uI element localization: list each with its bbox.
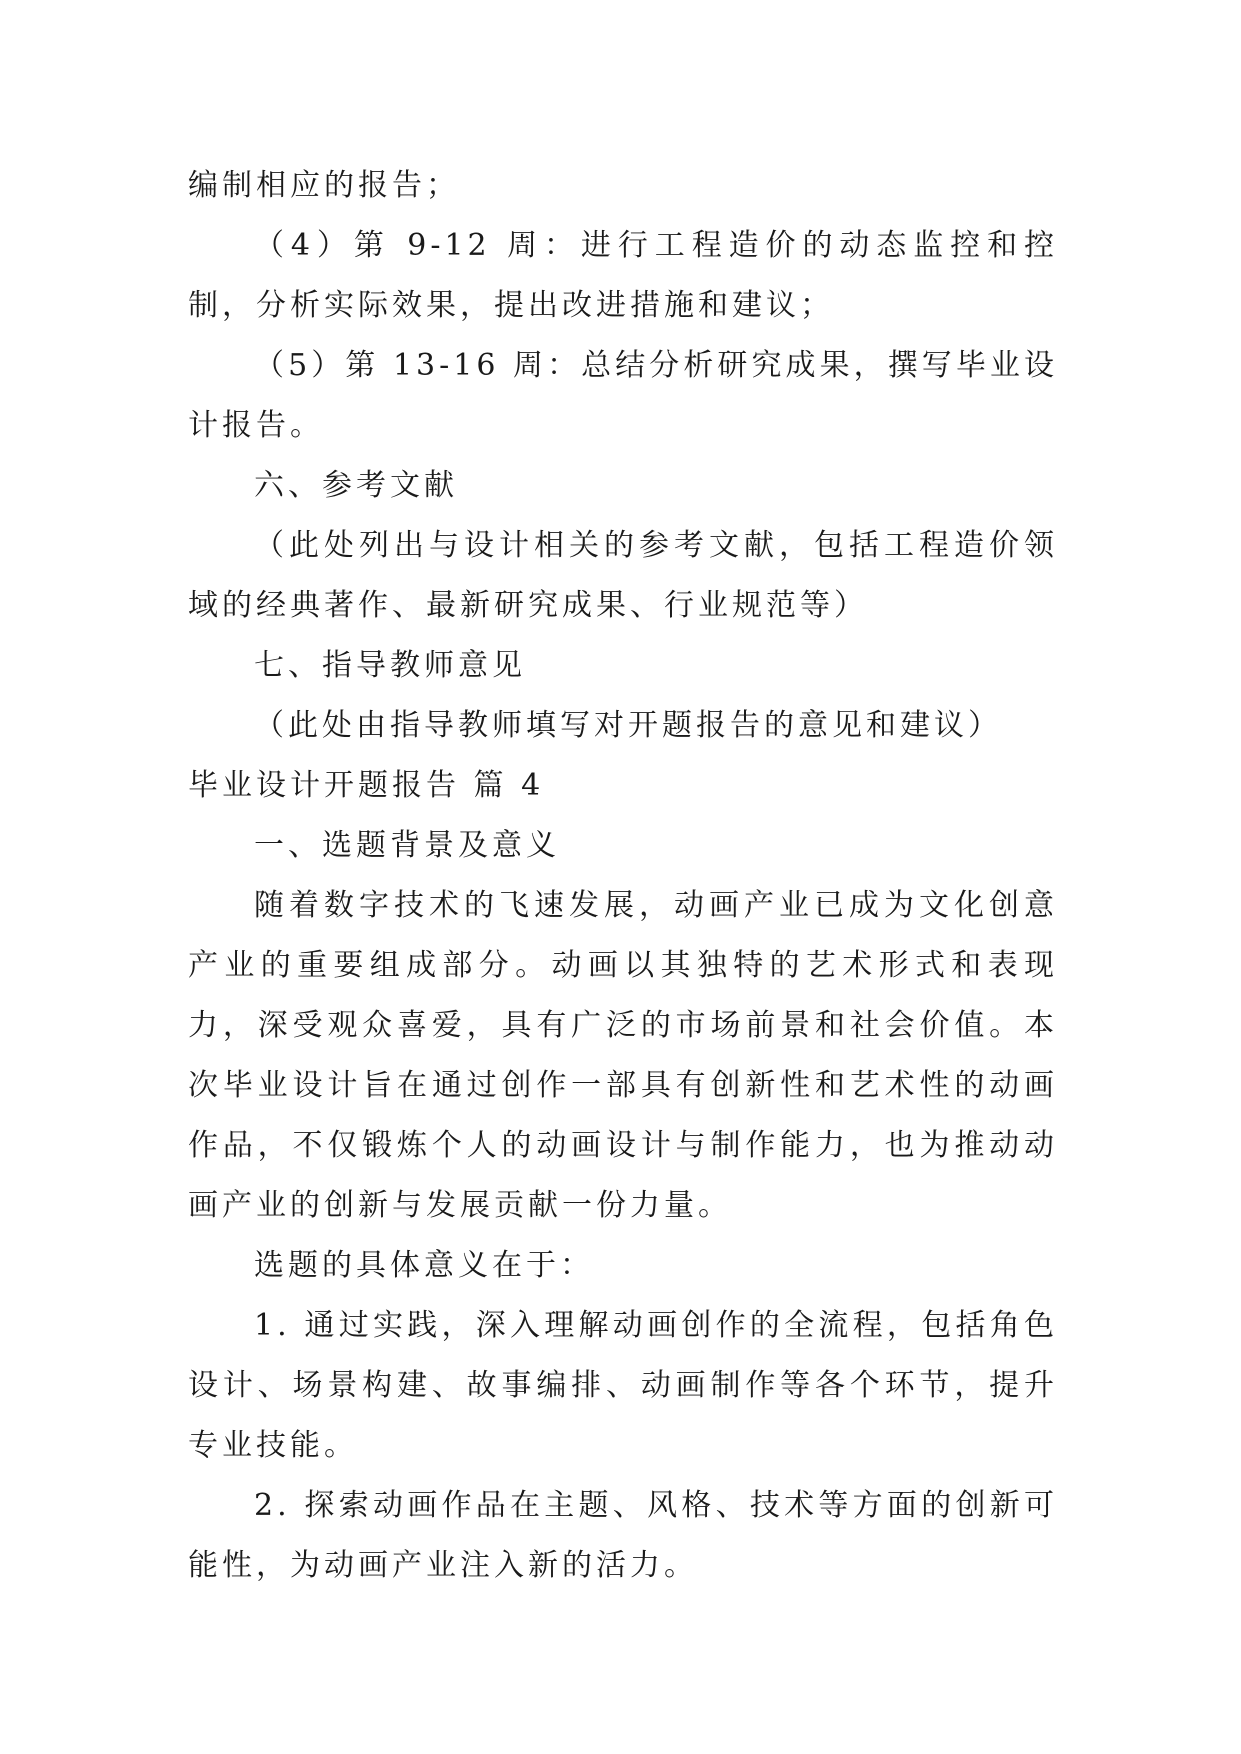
section-heading-references: 六、参考文献 [254,468,458,503]
section-heading-background: 一、选题背景及意义 [254,828,560,863]
paragraph-background: 随着数字技术的飞速发展，动画产业已成为文化创意产业的重要组成部分。动画以其独特的艺术形式和表现力，深受观众喜爱，具有广泛的市场前景和社会价值。本次毕业设计旨在通过创作一部具有创新性和艺术性的动画作品，不仅锻炼个人的动画设计与制作能力，也为推动动画产业的创新与发展贡献一份力量。 [188,888,1058,1223]
document-body [188,156,1058,1596]
paragraph-significance-intro: 选题的具体意义在于： [254,1248,594,1283]
paragraph-schedule-weeks-9-12: （4）第 9-12 周：进行工程造价的动态监控和控制，分析实际效果，提出改进措施和建议； [188,228,1058,323]
section-heading-advisor-opinion: 七、指导教师意见 [254,648,526,683]
paragraph-advisor-note: （此处由指导教师填写对开题报告的意见和建议） [254,708,1002,743]
list-item-significance-1: 1. 通过实践，深入理解动画创作的全流程，包括角色设计、场景构建、故事编排、动画制作等各个环节，提升专业技能。 [188,1308,1058,1463]
list-item-significance-2: 2. 探索动画作品在主题、风格、技术等方面的创新可能性，为动画产业注入新的活力。 [188,1488,1058,1583]
paragraph-schedule-weeks-13-16: （5）第 13-16 周：总结分析研究成果，撰写毕业设计报告。 [188,348,1058,443]
article-title: 毕业设计开题报告 篇 4 [188,768,545,803]
paragraph-references-note: （此处列出与设计相关的参考文献，包括工程造价领域的经典著作、最新研究成果、行业规范等） [188,528,1058,623]
paragraph-report-continuation: 编制相应的报告； [188,168,460,203]
